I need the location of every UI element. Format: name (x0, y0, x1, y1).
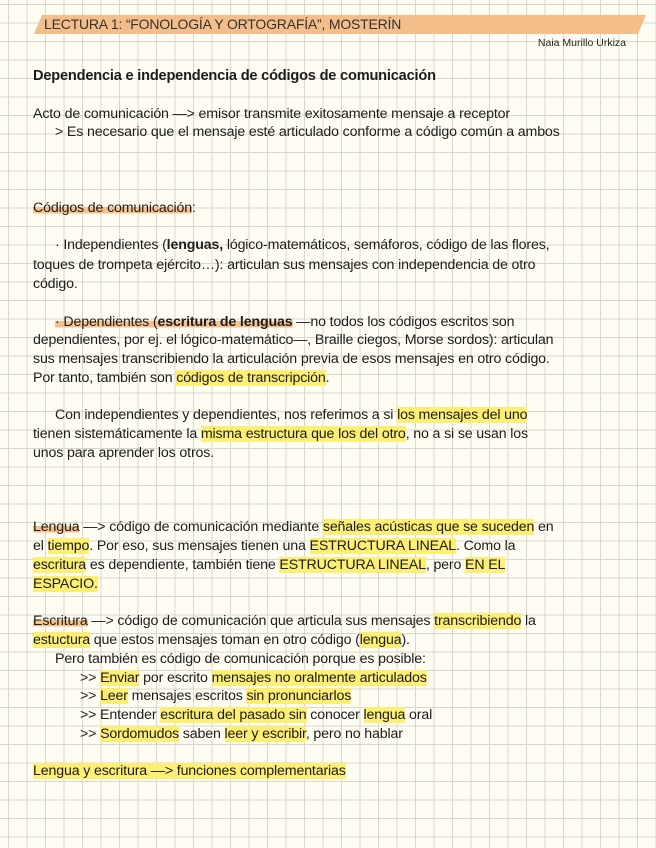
both-line-3: unos para aprender los otros. (33, 445, 214, 461)
bullet-leer: >> Leer mensajes escritos sin pronunciarlos (80, 688, 352, 704)
lengua-line-4: ESPACIO. (33, 576, 98, 592)
dep-line-2: dependientes, por ej. el lógico-matemático—, Braille ciegos, Morse sordos): articulan (33, 332, 554, 348)
both-line-2: tienen sistemáticamente la misma estructura que los del otro, no a si se usan los (33, 426, 528, 442)
indep-line-1: · Independientes (lenguas, lógico-matemáticos, semáforos, código de las flores, (55, 237, 550, 253)
indep-line-2: toques de trompeta ejército…): articulan sus mensajes con independencia de otro (33, 257, 536, 273)
author-name: Naia Murillo Urkiza (537, 37, 626, 49)
lecture-title: LECTURA 1: “FONOLOGÍA Y ORTOGRAFÍA”, MOSTERÍN (44, 16, 402, 32)
section-heading: Dependencia e independencia de códigos de comunicación (33, 68, 436, 84)
bullet-sordomudos: >> Sordomudos saben leer y escribir, pero no hablar (80, 726, 403, 742)
dep-line-3: sus mensajes transcribiendo la articulación previa de esos mensajes en otro código. (33, 351, 550, 367)
lengua-line-2: el tiempo. Por eso, sus mensajes tienen una ESTRUCTURA LINEAL. Como la (33, 538, 516, 554)
dep-line-4: Por tanto, también son códigos de transcripción. (33, 370, 330, 386)
intro-line-2: > Es necesario que el mensaje esté articulado conforme a código común a ambos (55, 124, 560, 140)
codes-heading: Códigos de comunicación: (33, 200, 196, 216)
lengua-line-3: escritura es dependiente, también tiene ESTRUCTURA LINEAL, pero EN EL (33, 557, 506, 573)
codes-label: Códigos de comunicación (33, 200, 193, 216)
indep-line-3: código. (33, 276, 78, 292)
bullet-entender: >> Entender escritura del pasado sin conocer lengua oral (80, 707, 433, 723)
escritura-line-1: Escritura —> código de comunicación que articula sus mensajes transcribiendo la (33, 613, 536, 629)
escritura-line-2: estuctura que estos mensajes toman en otro código (lengua). (33, 632, 410, 648)
conclusion: Lengua y escritura —> funciones complementarias (33, 763, 346, 779)
escritura-line-3: Pero también es código de comunicación porque es posible: (55, 651, 426, 667)
both-line-1: Con independientes y dependientes, nos referimos a si los mensajes del uno (55, 407, 528, 423)
dep-line-1: · Dependientes (escritura de lenguas —no todos los códigos escritos son (55, 314, 515, 330)
lengua-line-1: Lengua —> código de comunicación mediante señales acústicas que se suceden en (33, 519, 554, 535)
intro-line-1: Acto de comunicación —> emisor transmite exitosamente mensaje a receptor (33, 106, 510, 122)
bullet-enviar: >> Enviar por escrito mensajes no oralmente articulados (80, 670, 427, 686)
